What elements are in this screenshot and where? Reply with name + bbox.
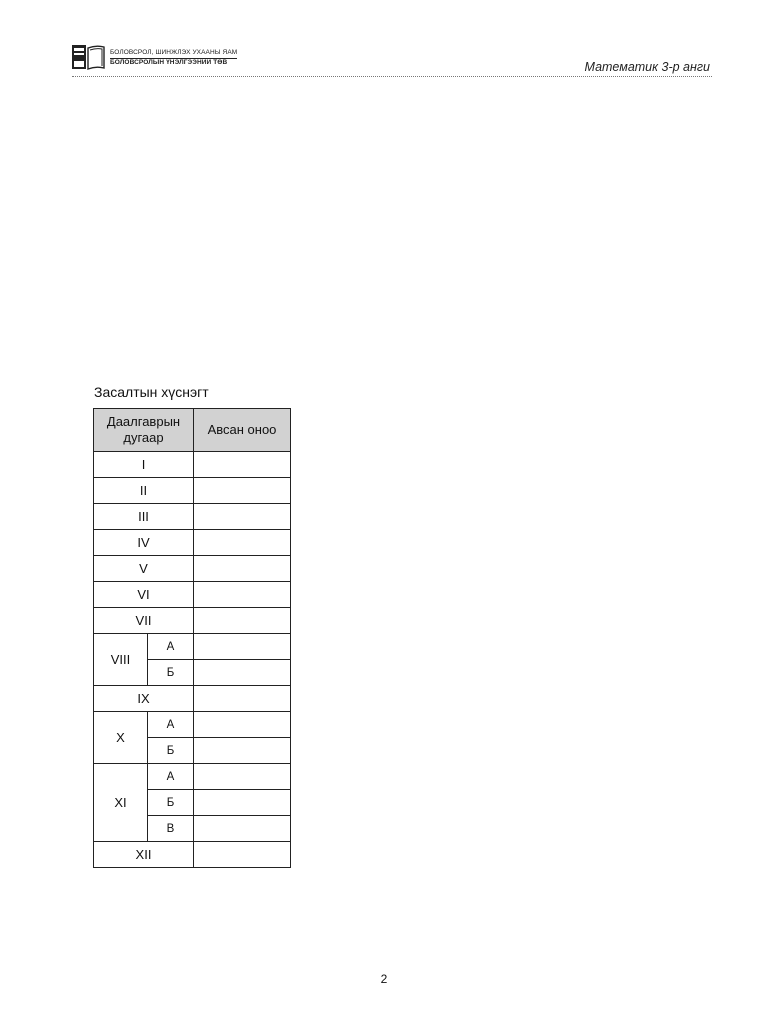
task-number-cell: I: [94, 452, 194, 478]
task-number-cell: VIII: [94, 634, 148, 686]
column-header-task-number: Даалгаврын дугаар: [94, 409, 194, 452]
table-row: [94, 504, 291, 530]
subtask-cell: А: [148, 764, 194, 790]
table-row: [94, 608, 291, 634]
organization-name: [110, 49, 237, 67]
score-cell[interactable]: [194, 764, 291, 790]
organization-line-2: БОЛОВСРОЛЫН ҮНЭЛГЭЭНИЙ ТӨВ: [110, 59, 228, 66]
score-cell[interactable]: [194, 530, 291, 556]
table-header-row: [94, 409, 291, 452]
subtask-cell: В: [148, 816, 194, 842]
score-cell[interactable]: [194, 634, 291, 660]
table-row: [94, 634, 291, 660]
score-cell[interactable]: [194, 660, 291, 686]
score-cell[interactable]: [194, 504, 291, 530]
score-table: [93, 408, 291, 868]
task-number-cell: VII: [94, 608, 194, 634]
table-row: [94, 582, 291, 608]
task-number-cell: XI: [94, 764, 148, 842]
score-cell[interactable]: [194, 452, 291, 478]
score-cell[interactable]: [194, 816, 291, 842]
table-row: [94, 764, 291, 790]
score-cell[interactable]: [194, 478, 291, 504]
table-row: [94, 686, 291, 712]
table-caption: Засалтын хүснэгт: [94, 384, 209, 400]
task-number-cell: II: [94, 478, 194, 504]
score-cell[interactable]: [194, 608, 291, 634]
task-number-cell: IX: [94, 686, 194, 712]
score-cell[interactable]: [194, 790, 291, 816]
subtask-cell: А: [148, 634, 194, 660]
task-number-cell: XII: [94, 842, 194, 868]
open-book-logo-icon: [72, 44, 108, 70]
task-number-cell: III: [94, 504, 194, 530]
score-cell[interactable]: [194, 686, 291, 712]
task-number-cell: VI: [94, 582, 194, 608]
table-row: [94, 556, 291, 582]
score-cell[interactable]: [194, 712, 291, 738]
column-header-score: Авсан оноо: [194, 409, 291, 452]
subject-title: Математик 3-р анги: [584, 60, 710, 74]
score-cell[interactable]: [194, 738, 291, 764]
table-row: [94, 478, 291, 504]
table-row: [94, 712, 291, 738]
score-cell[interactable]: [194, 556, 291, 582]
task-number-cell: IV: [94, 530, 194, 556]
score-cell[interactable]: [194, 842, 291, 868]
table-row: [94, 842, 291, 868]
table-row: [94, 452, 291, 478]
task-number-cell: V: [94, 556, 194, 582]
subtask-cell: Б: [148, 660, 194, 686]
subtask-cell: Б: [148, 790, 194, 816]
subtask-cell: А: [148, 712, 194, 738]
table-row: [94, 530, 291, 556]
page-number: 2: [380, 972, 388, 986]
subtask-cell: Б: [148, 738, 194, 764]
page-header: [72, 44, 712, 77]
score-cell[interactable]: [194, 582, 291, 608]
organization-line-1: БОЛОВСРОЛ, ШИНЖЛЭХ УХААНЫ ЯАМ: [110, 49, 237, 59]
task-number-cell: X: [94, 712, 148, 764]
